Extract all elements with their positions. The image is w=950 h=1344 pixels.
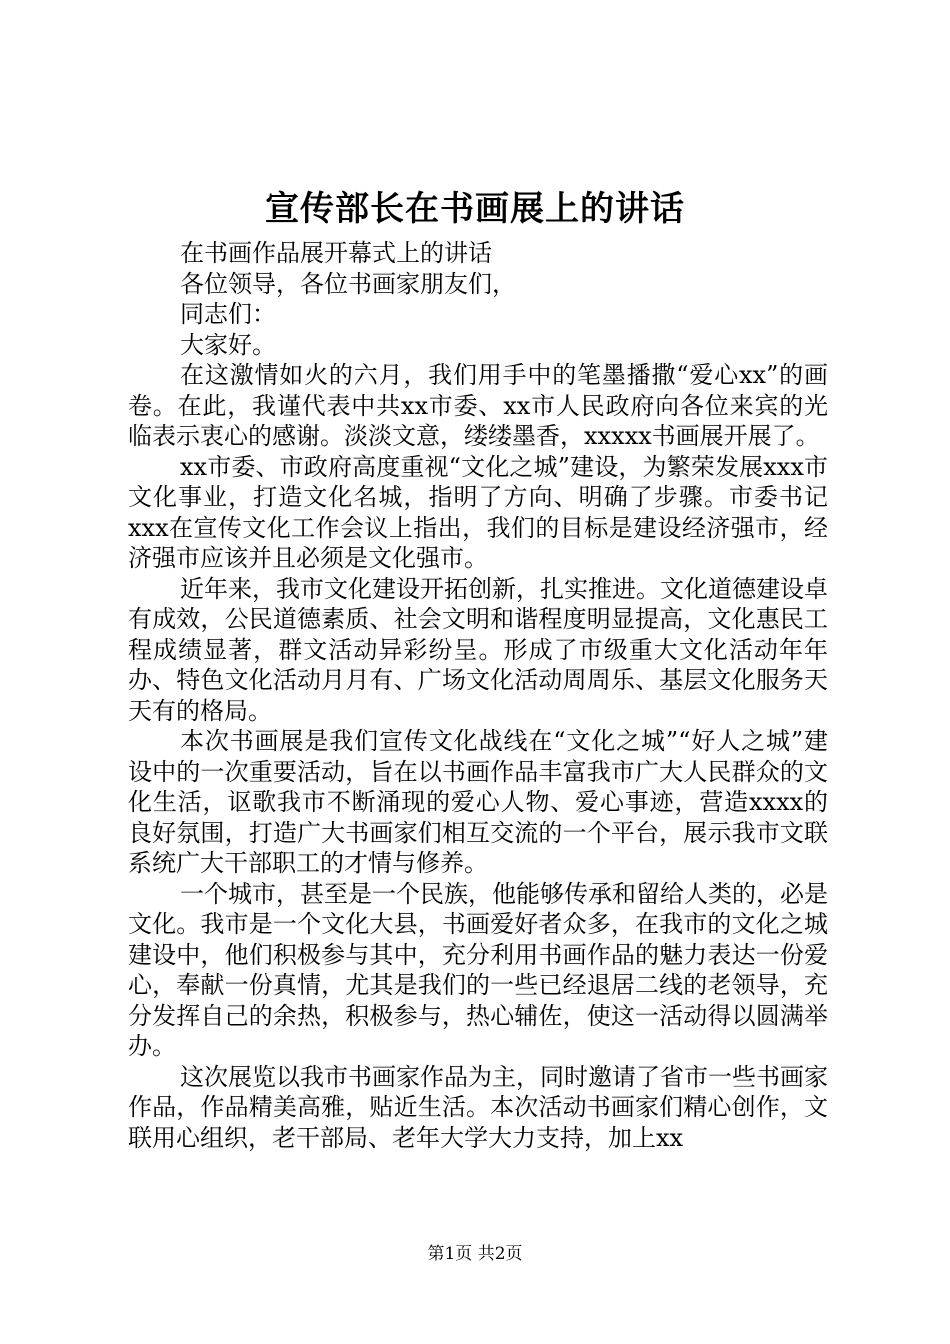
paragraph: 本次书画展是我们宣传文化战线在“文化之城”“好人之城”建设中的一次重要活动，旨在以书画作品丰富我市广大人民群众的文化生活，讴歌我市不断涌现的爱心人物、爱心事迹，营造xxxx的良好氛围，打造广大书画家们相互交流的一个平台，展示我市文联系统广大干部职工的才情与修养。 — [128, 727, 828, 877]
paragraph: 在这激情如火的六月，我们用手中的笔墨播撒“爱心xx”的画卷。在此，我谨代表中共xx市委、xx市人民政府向各位来宾的光临表示衷心的感谢。淡淡文意，缕缕墨香，xxxxx书画展开展了。 — [128, 361, 828, 450]
paragraph: 近年来，我市文化建设开拓创新，扎实推进。文化道德建设卓有成效，公民道德素质、社会文明和谐程度明显提高，文化惠民工程成绩显著，群文活动异彩纷呈。形成了市级重大文化活动年年办、特色文化活动月月有、广场文化活动周周乐、基层文化服务天天有的格局。 — [128, 574, 828, 725]
page-footer: 第1页 共2页 — [427, 1244, 523, 1264]
paragraph: 一个城市，甚至是一个民族，他能够传承和留给人类的，必是文化。我市是一个文化大县，书画爱好者众多，在我市的文化之城建设中，他们积极参与其中，充分利用书画作品的魅力表达一份爱心，奉献一份真情，尤其是我们的一些已经退居二线的老领导，充分发挥自己的余热，积极参与，热心辅佐，使这一活动得以圆满举办。 — [128, 879, 828, 1060]
paragraph: 在书画作品展开幕式上的讲话 — [180, 239, 492, 267]
document-body — [128, 238, 828, 1153]
document-title: 宣传部长在书画展上的讲话 — [265, 189, 685, 229]
paragraph: 各位领导，各位书画家朋友们， — [180, 269, 516, 298]
paragraph: 这次展览以我市书画家作品为主，同时邀请了省市一些书画家作品，作品精美高雅，贴近生活。本次活动书画家们精心创作，文联用心组织，老干部局、老年大学大力支持，加上xx — [128, 1062, 828, 1152]
paragraph: 同志们： — [180, 300, 276, 328]
paragraph: xx市委、市政府高度重视“文化之城”建设，为繁荣发展xxx市文化事业，打造文化名城，指明了方向、明确了步骤。市委书记xxx在宣传文化工作会议上指出，我们的目标是建设经济强市，经济强市应该并且必须是文化强市。 — [128, 452, 828, 572]
paragraph: 大家好。 — [180, 330, 276, 359]
